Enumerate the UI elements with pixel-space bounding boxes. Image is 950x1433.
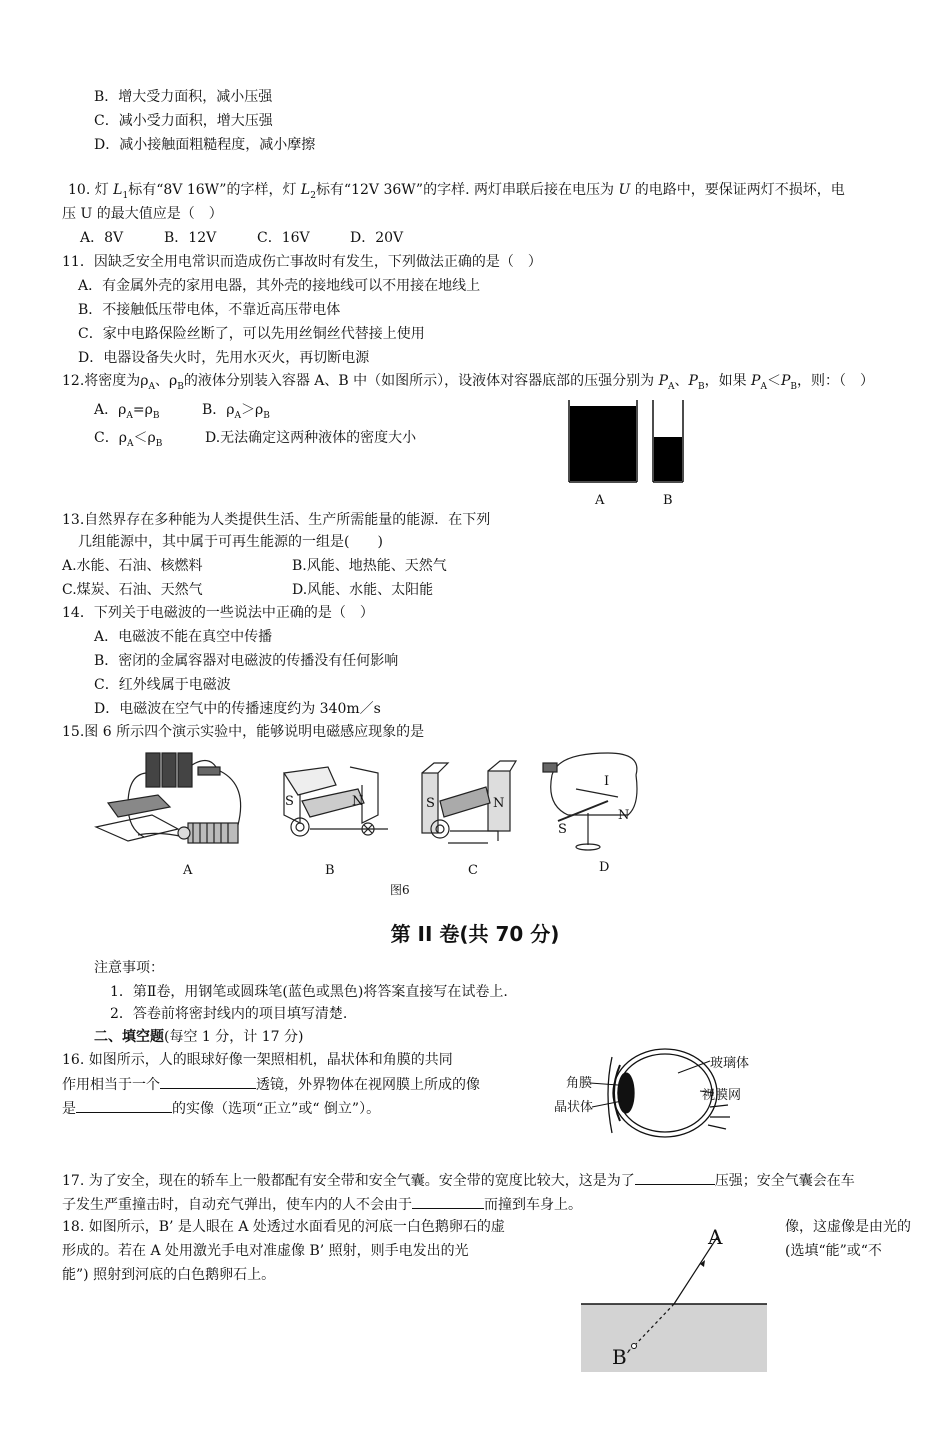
experiment-b-s-pole: S xyxy=(285,794,294,809)
q14-option-b: B．密闭的金属容器对电磁波的传播没有任何影响 xyxy=(94,653,399,669)
q14-option-a: A．电磁波不能在真空中传播 xyxy=(94,629,273,645)
q18-stem-line1-right: 像，这虚像是由光的 xyxy=(785,1219,911,1235)
container-b-label: B xyxy=(663,493,673,508)
q16-stem-line1: 16. 如图所示，人的眼球好像一架照相机，晶状体和角膜的共同 xyxy=(62,1052,453,1068)
q9-option-c: C．减小受力面积，增大压强 xyxy=(94,113,273,129)
q17-stem-line1: 17. 为了安全，现在的轿车上一般都配有安全带和安全气囊。安全带的宽度比较大，这是为了 压强；安全气囊会在车 xyxy=(62,1170,855,1191)
fill-in-heading: 二、填空题(每空 1 分，计 17 分) xyxy=(94,1029,304,1045)
experiment-b-n-pole: N xyxy=(352,794,364,809)
eye-label-retina: 视膜网 xyxy=(702,1088,742,1103)
figure-6-caption: 图6 xyxy=(390,883,410,897)
q11-option-a: A．有金属外壳的家用电器，其外壳的接地线可以不用接在地线上 xyxy=(78,278,481,294)
experiment-c-n-pole: N xyxy=(493,796,505,811)
virtual-image-point xyxy=(632,1344,637,1349)
eye-label-lens: 晶状体 xyxy=(554,1100,594,1115)
q10-stem-line2: 压 U 的最大值应是（ ） xyxy=(62,206,223,222)
q18-stem-line1: 18. 如图所示，B’ 是人眼在 A 处透过水面看见的河底一白色鹅卵石的虚 xyxy=(62,1219,505,1235)
eye-label-vitreous: 玻璃体 xyxy=(710,1056,750,1071)
experiment-a xyxy=(96,753,241,843)
q12-containers-figure xyxy=(560,392,700,512)
q10-stem-line1: 10. 灯 $L_1$标有“8V 16W”的字样，灯 $L_2$标有“12V 36W”的字样. 两灯串联后接在电压为 U 的电路中，要保证两灯不损坏，电 xyxy=(68,182,845,201)
q15-stem: 15.图 6 所示四个演示实验中，能够说明电磁感应现象的是 xyxy=(62,724,425,740)
q16-blank-image-orientation[interactable] xyxy=(76,1098,172,1113)
q14-option-c: C．红外线属于电磁波 xyxy=(94,677,231,693)
q13-option-d: D.风能、水能、太阳能 xyxy=(292,582,434,598)
container-b xyxy=(653,400,683,482)
q11-option-d: D．电器设备失火时，先用水灭火，再切断电源 xyxy=(78,350,370,366)
q13-option-b: B.风能、地热能、天然气 xyxy=(292,558,447,574)
q14-option-d: D．电磁波在空气中的传播速度约为 340m／s xyxy=(94,701,381,717)
q9-option-b: B．增大受力面积，减小压强 xyxy=(94,89,273,105)
part2-title: 第 II 卷(共 70 分) xyxy=(390,922,560,946)
q13-stem-line1: 13.自然界存在多种能为人类提供生活、生产所需能量的能源．在下列 xyxy=(62,512,491,528)
q9-option-d: D．减小接触面粗糙程度，减小摩擦 xyxy=(94,137,316,153)
notice-item-2: 2．答卷前将密封线内的项目填写清楚. xyxy=(110,1006,348,1022)
q12-option-a: A．$\rho_A=\rho_B$ xyxy=(94,402,160,421)
q18-stem-line2-right: (选填“能”或“不 xyxy=(785,1243,882,1259)
experiment-b xyxy=(284,767,388,836)
q10-option-a: A．8V xyxy=(80,230,124,246)
experiment-d-current: I xyxy=(604,774,610,789)
q11-option-b: B．不接触低压带电体，不靠近高压带电体 xyxy=(78,302,341,318)
q18-stem-line3: 能”) 照射到河底的白色鹅卵石上。 xyxy=(62,1267,276,1283)
experiment-c-label: C xyxy=(468,863,478,878)
q10-option-d: D．20V xyxy=(350,230,404,246)
q12-option-c: C．$\rho_A<\rho_B$ xyxy=(94,430,163,449)
q16-stem-line3: 是 的实像（选项“正立”或“ 倒立”）。 xyxy=(62,1098,380,1119)
q13-option-c: C.煤炭、石油、天然气 xyxy=(62,582,203,598)
q12-option-d: D.无法确定这两种液体的密度大小 xyxy=(205,430,417,446)
q18-refraction-figure xyxy=(578,1218,770,1378)
experiment-b-label: B xyxy=(325,863,335,878)
notice-item-1: 1．第Ⅱ卷，用钢笔或圆珠笔(蓝色或黑色)将答案直接写在试卷上. xyxy=(110,984,508,1000)
container-a xyxy=(569,400,637,482)
q10-option-c: C．16V xyxy=(257,230,310,246)
q16-stem-line2: 作用相当于一个 透镜，外界物体在视网膜上所成的像 xyxy=(62,1074,480,1095)
q10-option-b: B．12V xyxy=(164,230,217,246)
eye-label-cornea: 角膜 xyxy=(566,1076,593,1091)
q16-eye-diagram xyxy=(550,1045,790,1145)
q17-blank-pressure[interactable] xyxy=(635,1170,715,1185)
q13-option-a: A.水能、石油、核燃料 xyxy=(62,558,203,574)
water-region xyxy=(581,1304,767,1372)
q11-stem: 11．因缺乏安全用电常识而造成伤亡事故时有发生，下列做法正确的是（ ） xyxy=(62,254,542,270)
q17-blank-inertia[interactable] xyxy=(412,1194,484,1209)
q12-option-b: B．$\rho_A>\rho_B$ xyxy=(202,402,270,421)
experiment-c-s-pole: S xyxy=(426,796,435,811)
experiment-d-n-pole: N xyxy=(618,808,630,823)
q18-stem-line2: 形成的。若在 A 处用激光手电对准虚像 B’ 照射，则手电发出的光 xyxy=(62,1243,469,1259)
q16-blank-lens-type[interactable] xyxy=(160,1074,256,1089)
point-a-label: A xyxy=(708,1225,723,1249)
experiment-a-label: A xyxy=(183,863,193,878)
q15-figure-6 xyxy=(88,745,648,903)
q14-stem: 14．下列关于电磁波的一些说法中正确的是（ ） xyxy=(62,605,374,621)
experiment-d-s-pole: S xyxy=(558,822,567,837)
experiment-d-label: D xyxy=(599,860,610,875)
notice-heading: 注意事项： xyxy=(94,960,164,976)
q17-stem-line2: 子发生严重撞击时，自动充气弹出，使车内的人不会由于 而撞到车身上。 xyxy=(62,1194,582,1215)
point-b-prime-label: B′ xyxy=(612,1345,632,1369)
q13-stem-line2: 几组能源中，其中属于可再生能源的一组是( ) xyxy=(78,534,383,550)
container-a-label: A xyxy=(595,493,605,508)
q11-option-c: C．家中电路保险丝断了，可以先用丝铜丝代替接上使用 xyxy=(78,326,425,342)
q12-stem: 12.将密度为$\rho_A$、$\rho_B$的液体分别装入容器 A、B 中（如图所示），设液体对容器底部的压强分别为 $P_A$、$P_B$，如果 $P_A<P_B$，则：（ ） xyxy=(62,373,874,392)
